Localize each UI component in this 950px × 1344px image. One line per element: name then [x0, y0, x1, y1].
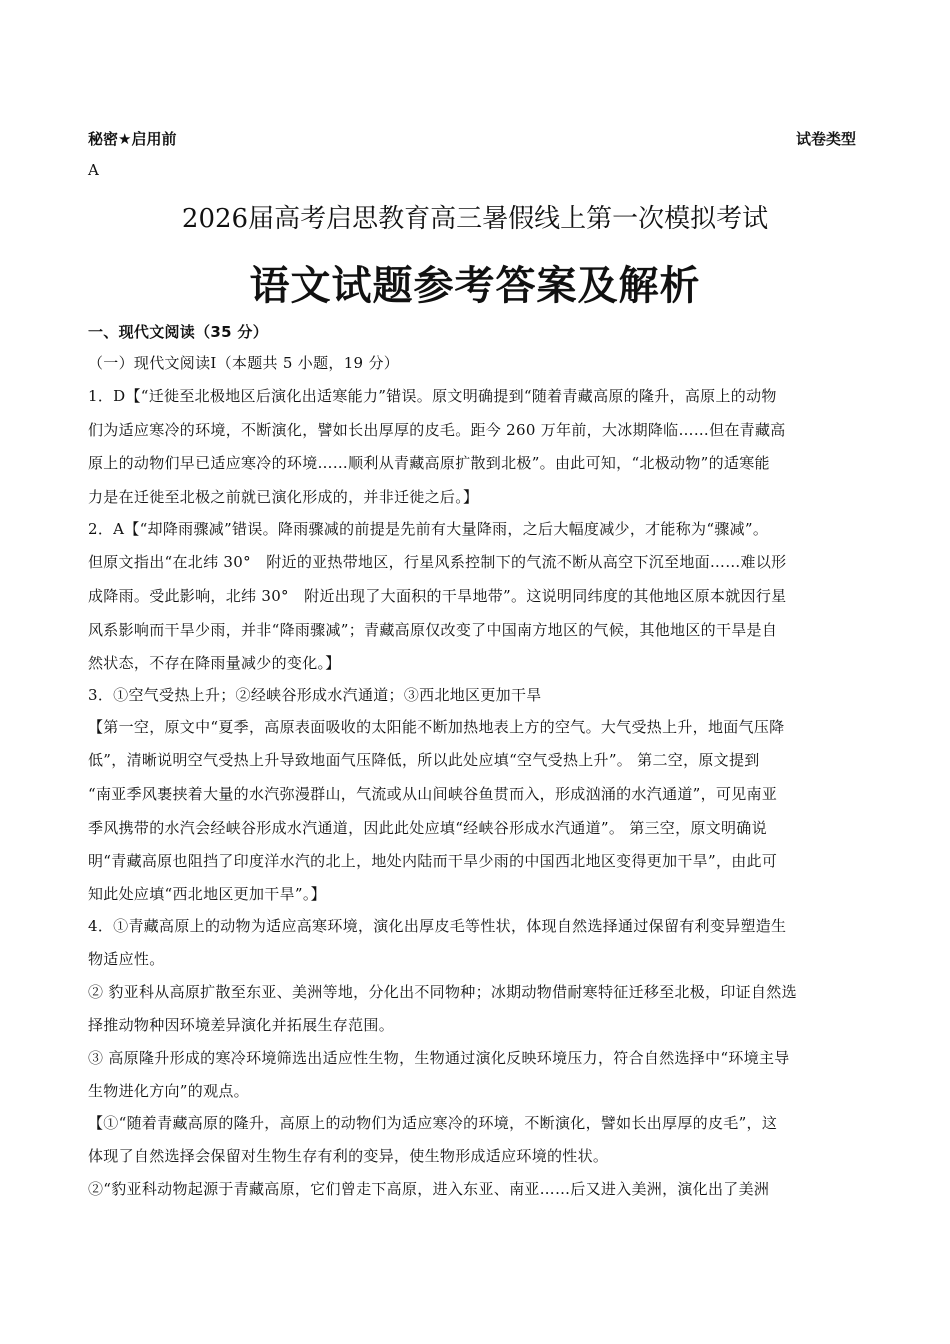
answer-1-line-1: 1．D【“迁徙至北极地区后演化出适寒能力”错误。原文明确提到“随着青藏高原的隆升，高原上的动物 [88, 387, 777, 405]
answer-4-line-9: ②“豹亚科动物起源于青藏高原，它们曾走下高原，进入东亚、南亚……后又进入美洲，演化出了美洲 [88, 1180, 770, 1198]
section-heading: 一、现代文阅读（35 分） [88, 323, 268, 341]
answer-3-line-5: 季风携带的水汽会经峡谷形成水汽通道，因此此处应填“经峡谷形成水汽通道”。 第三空，原文明确说 [88, 819, 767, 837]
answer-2-line-5: 然状态，不存在降雨量减少的变化。】 [88, 654, 341, 672]
answer-1-line-3: 原上的动物们早已适应寒冷的环境……顺利从青藏高原扩散到北极”。由此可知，“北极动物”的适寒能 [88, 454, 770, 472]
paper-type-label: 试卷类型 [796, 130, 857, 148]
document-title: 语文试题参考答案及解析 [249, 262, 701, 309]
answer-3-line-6: 明“青藏高原也阻挡了印度洋水汽的北上，地处内陆而干旱少雨的中国西北地区变得更加干旱”，由此可 [88, 852, 778, 870]
answer-3-line-3: 低”，清晰说明空气受热上升导致地面气压降低，所以此处应填“空气受热上升”。 第二空，原文提到 [88, 751, 760, 769]
answer-2-line-4: 风系影响而干旱少雨，并非“降雨骤减”；青藏高原仅改变了中国南方地区的气候，其他地区的干旱是自 [88, 621, 778, 639]
answer-3-line-1: 3．①空气受热上升；②经峡谷形成水汽通道；③西北地区更加干旱 [88, 686, 542, 704]
answer-4-line-3: ② 豹亚科从高原扩散至东亚、美洲等地，分化出不同物种；冰期动物借耐寒特征迁移至北极，印证自然选 [88, 983, 797, 1001]
answer-4-line-5: ③ 高原隆升形成的寒冷环境筛选出适应性生物，生物通过演化反映环境压力，符合自然选择中“环境主导 [88, 1049, 790, 1067]
confidential-label: 秘密★启用前 [88, 130, 177, 148]
answer-1-line-2: 们为适应寒冷的环境，不断演化，譬如长出厚厚的皮毛。距今 260 万年前，大冰期降临……但在青藏高 [88, 421, 786, 439]
exam-title: 2026届高考启思教育高三暑假线上第一次模拟考试 [181, 204, 769, 234]
answer-3-line-4: “南亚季风裹挟着大量的水汽弥漫群山，气流或从山间峡谷鱼贯而入，形成汹涌的水汽通道”，可见南亚 [88, 785, 778, 803]
answer-4-line-1: 4．①青藏高原上的动物为适应高寒环境，演化出厚皮毛等性状，体现自然选择通过保留有利变异塑造生 [88, 917, 787, 935]
answer-1-line-4: 力是在迁徙至北极之前就已演化形成的，并非迁徙之后。】 [88, 488, 479, 506]
answer-4-line-6: 生物进化方向”的观点。 [88, 1082, 249, 1100]
answer-3-line-2: 【第一空，原文中“夏季，高原表面吸收的太阳能不断加热地表上方的空气。大气受热上升，地面气压降 [88, 718, 785, 736]
answer-4-line-2: 物适应性。 [88, 950, 165, 968]
answer-2-line-2: 但原文指出“在北纬 30° 附近的亚热带地区，行星风系控制下的气流不断从高空下沉至地面……难以形 [88, 553, 787, 571]
answer-2-line-3: 成降雨。受此影响，北纬 30° 附近出现了大面积的干旱地带”。这说明同纬度的其他地区原本就因行星 [88, 587, 787, 605]
answer-4-line-4: 择推动物种因环境差异演化并拓展生存范围。 [88, 1016, 395, 1034]
answer-3-line-7: 知此处应填“西北地区更加干旱”。】 [88, 885, 326, 903]
answer-2-line-1: 2．A【“却降雨骤减”错误。降雨骤减的前提是先前有大量降雨，之后大幅度减少，才能称为“骤减”。 [88, 520, 769, 538]
section-subheading: （一）现代文阅读Ⅰ（本题共 5 小题，19 分） [88, 354, 400, 372]
answer-4-line-8: 体现了自然选择会保留对生物生存有利的变异，使生物形成适应环境的性状。 [88, 1147, 609, 1165]
answer-4-line-7: 【①“随着青藏高原的隆升，高原上的动物们为适应寒冷的环境，不断演化，譬如长出厚厚的皮毛”，这 [88, 1114, 778, 1132]
paper-type-value: A [88, 161, 99, 179]
